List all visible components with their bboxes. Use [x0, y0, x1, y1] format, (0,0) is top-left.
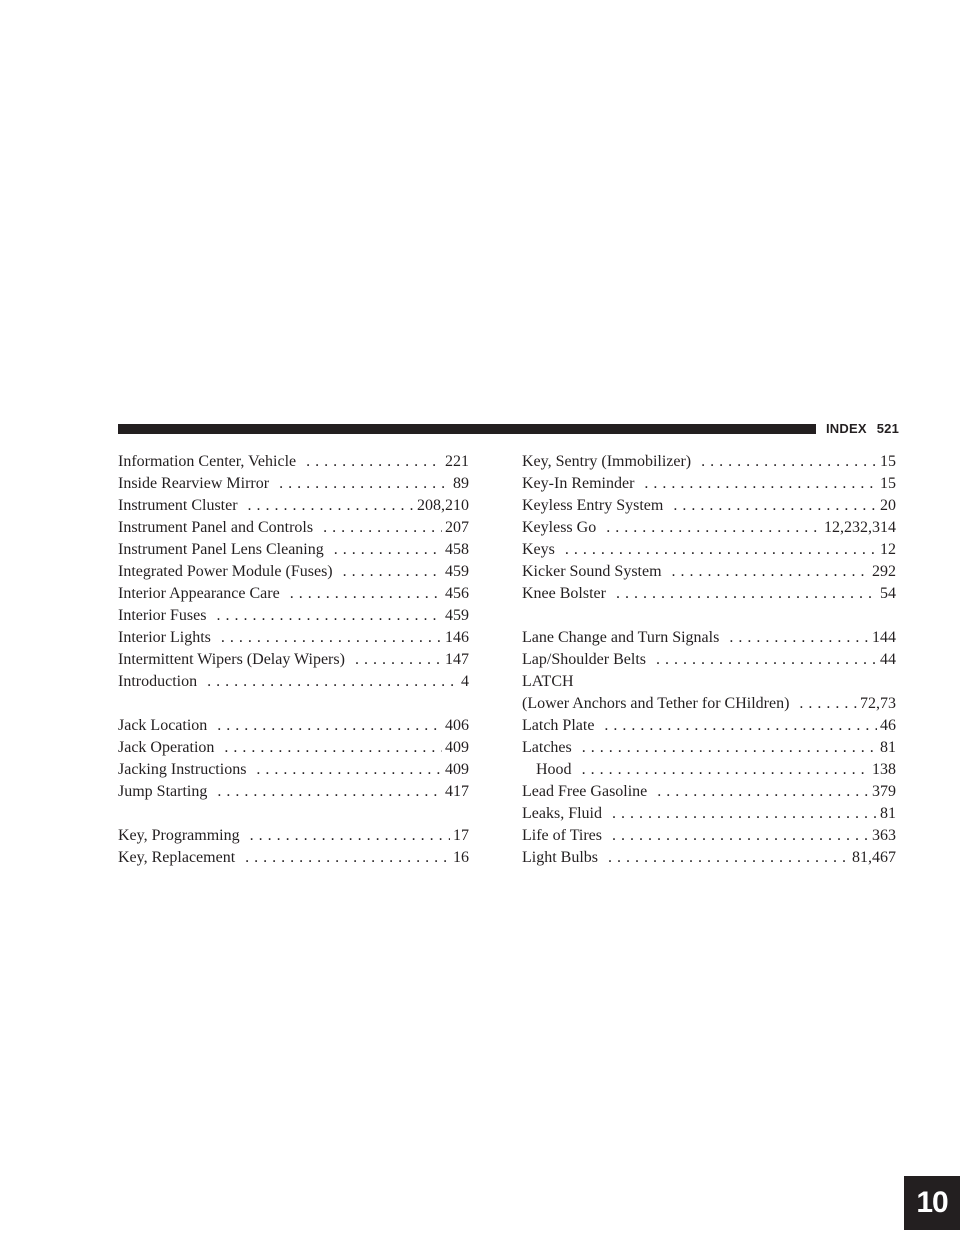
index-term: Key, Sentry (Immobilizer)	[522, 453, 692, 470]
index-pages: 292	[872, 563, 896, 580]
index-pages: 17	[453, 827, 469, 844]
index-entry	[522, 825, 896, 847]
header-title: INDEX	[826, 421, 867, 436]
index-term: Light Bulbs	[522, 849, 599, 866]
index-pages: 72,73	[860, 695, 896, 712]
dot-leader	[608, 847, 849, 869]
index-term: Interior Lights	[118, 629, 211, 646]
index-entry	[522, 781, 896, 803]
dot-leader	[673, 495, 877, 517]
index-entry	[118, 781, 469, 803]
index-entry	[522, 803, 896, 825]
index-term: Information Center, Vehicle	[118, 453, 297, 470]
index-pages: 15	[880, 453, 896, 470]
index-entry	[118, 605, 469, 627]
index-entry	[522, 561, 896, 583]
dot-leader	[279, 473, 450, 495]
dot-leader	[644, 473, 877, 495]
index-term: Introduction	[118, 673, 198, 690]
index-entry	[118, 451, 469, 473]
dot-leader	[799, 693, 857, 715]
index-term: Jack Operation	[118, 739, 215, 756]
dot-leader	[290, 583, 442, 605]
index-pages: 417	[445, 783, 469, 800]
index-entry	[522, 583, 896, 605]
dot-leader	[216, 605, 442, 627]
dot-leader	[256, 759, 442, 781]
index-pages: 221	[445, 453, 469, 470]
index-pages: 54	[880, 585, 896, 602]
index-term: Instrument Panel Lens Cleaning	[118, 541, 324, 558]
index-column-right	[522, 451, 896, 869]
dot-leader	[221, 627, 442, 649]
index-pages: 208,210	[417, 497, 469, 514]
dot-leader	[245, 847, 450, 869]
index-term: Instrument Cluster	[118, 497, 238, 514]
index-term: Keyless Entry System	[522, 497, 664, 514]
index-term: Key-In Reminder	[522, 475, 635, 492]
index-entry	[118, 737, 469, 759]
index-entry	[118, 649, 469, 671]
index-term: LATCH	[522, 673, 574, 690]
dot-leader	[612, 803, 877, 825]
index-entry	[522, 451, 896, 473]
index-entry	[522, 737, 896, 759]
index-pages: 458	[445, 541, 469, 558]
index-term: Key, Programming	[118, 827, 240, 844]
dot-leader	[657, 781, 869, 803]
index-entry	[118, 561, 469, 583]
index-entry	[522, 693, 896, 715]
header-rule	[118, 424, 816, 434]
index-term: Keyless Go	[522, 519, 597, 536]
index-term: Knee Bolster	[522, 585, 606, 602]
index-entry	[118, 715, 469, 737]
dot-leader	[306, 451, 442, 473]
dot-leader	[582, 759, 869, 781]
index-pages: 12,232,314	[824, 519, 896, 536]
index-heading	[522, 671, 896, 693]
index-entry	[118, 517, 469, 539]
index-term: Key, Replacement	[118, 849, 236, 866]
index-subentry	[522, 759, 896, 781]
index-term: (Lower Anchors and Tether for CHildren)	[522, 695, 790, 712]
dot-leader	[616, 583, 877, 605]
index-entry	[118, 671, 469, 693]
index-pages: 459	[445, 563, 469, 580]
index-pages: 147	[445, 651, 469, 668]
index-term: Interior Fuses	[118, 607, 207, 624]
index-pages: 459	[445, 607, 469, 624]
index-entry	[118, 495, 469, 517]
dot-leader	[729, 627, 869, 649]
index-term: Latch Plate	[522, 717, 595, 734]
index-term: Instrument Panel and Controls	[118, 519, 314, 536]
index-pages: 409	[445, 739, 469, 756]
index-entry	[522, 473, 896, 495]
index-pages: 409	[445, 761, 469, 778]
dot-leader	[224, 737, 442, 759]
index-entry	[522, 715, 896, 737]
index-pages: 207	[445, 519, 469, 536]
index-pages: 4	[461, 673, 469, 690]
index-pages: 406	[445, 717, 469, 734]
index-term: Hood	[536, 761, 572, 778]
index-entry	[522, 649, 896, 671]
index-pages: 46	[880, 717, 896, 734]
index-term: Jump Starting	[118, 783, 208, 800]
index-term: Life of Tires	[522, 827, 602, 844]
dot-leader	[672, 561, 869, 583]
index-term: Interior Appearance Care	[118, 585, 280, 602]
index-term: Lane Change and Turn Signals	[522, 629, 720, 646]
index-pages: 363	[872, 827, 896, 844]
index-pages: 146	[445, 629, 469, 646]
dot-leader	[334, 539, 442, 561]
dot-leader	[701, 451, 877, 473]
index-pages: 16	[453, 849, 469, 866]
index-entry	[522, 627, 896, 649]
index-term: Leaks, Fluid	[522, 805, 602, 822]
dot-leader	[207, 671, 458, 693]
index-term: Jacking Instructions	[118, 761, 247, 778]
dot-leader	[248, 495, 414, 517]
index-term: Lead Free Gasoline	[522, 783, 648, 800]
index-pages: 81	[880, 805, 896, 822]
index-pages: 81,467	[852, 849, 896, 866]
dot-leader	[582, 737, 877, 759]
dot-leader	[323, 517, 442, 539]
index-entry	[118, 825, 469, 847]
index-entry	[118, 473, 469, 495]
index-term: Jack Location	[118, 717, 208, 734]
index-pages: 379	[872, 783, 896, 800]
index-entry	[522, 847, 896, 869]
index-term: Intermittent Wipers (Delay Wipers)	[118, 651, 345, 668]
index-column-left	[118, 451, 469, 869]
index-pages: 81	[880, 739, 896, 756]
index-pages: 89	[453, 475, 469, 492]
running-header	[826, 420, 899, 438]
index-entry	[118, 539, 469, 561]
index-term: Keys	[522, 541, 555, 558]
index-term: Kicker Sound System	[522, 563, 662, 580]
chapter-tab: 10	[904, 1176, 960, 1230]
index-pages: 138	[872, 761, 896, 778]
dot-leader	[355, 649, 442, 671]
dot-leader	[656, 649, 877, 671]
dot-leader	[250, 825, 450, 847]
index-pages: 144	[872, 629, 896, 646]
index-pages: 15	[880, 475, 896, 492]
page-number: 521	[876, 421, 900, 436]
dot-leader	[565, 539, 877, 561]
dot-leader	[606, 517, 821, 539]
index-term: Inside Rearview Mirror	[118, 475, 270, 492]
index-entry	[522, 517, 896, 539]
index-entry	[522, 495, 896, 517]
dot-leader	[343, 561, 442, 583]
index-pages: 12	[880, 541, 896, 558]
dot-leader	[612, 825, 869, 847]
index-pages: 456	[445, 585, 469, 602]
index-entry	[118, 583, 469, 605]
index-term: Lap/Shoulder Belts	[522, 651, 646, 668]
index-term: Latches	[522, 739, 572, 756]
dot-leader	[217, 781, 442, 803]
index-entry	[118, 759, 469, 781]
index-entry	[522, 539, 896, 561]
dot-leader	[604, 715, 877, 737]
index-entry	[118, 847, 469, 869]
index-entry	[118, 627, 469, 649]
dot-leader	[217, 715, 442, 737]
index-term: Integrated Power Module (Fuses)	[118, 563, 333, 580]
index-pages: 44	[880, 651, 896, 668]
index-pages: 20	[880, 497, 896, 514]
